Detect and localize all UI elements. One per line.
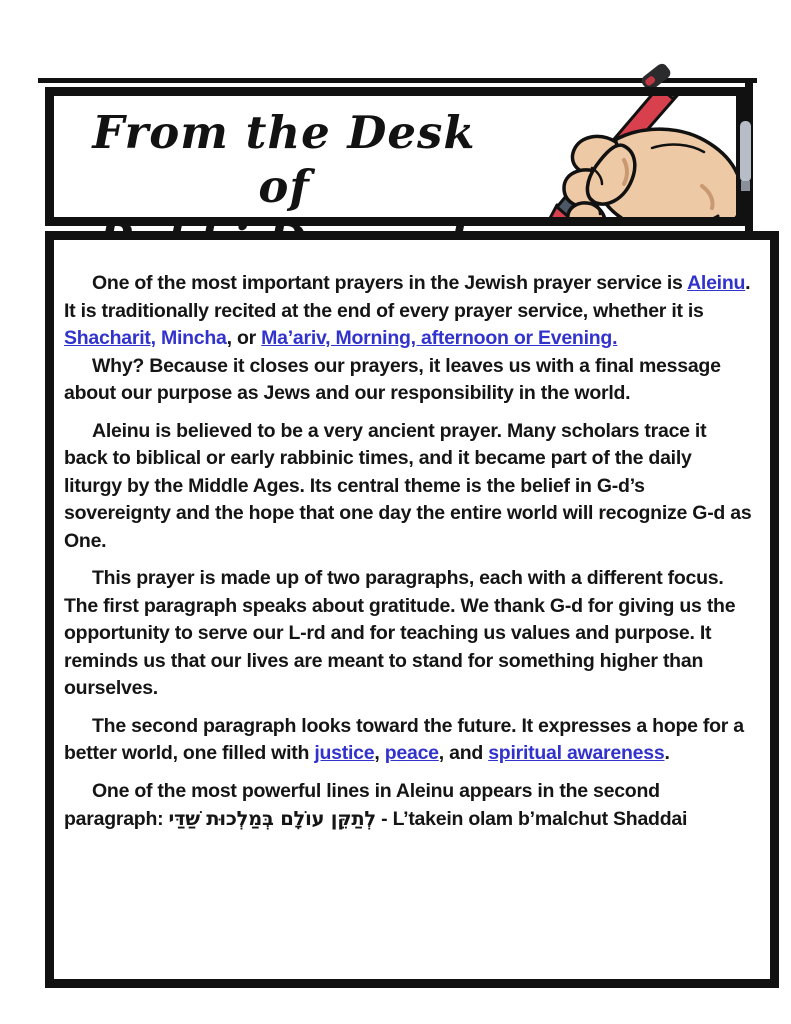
paragraph: [64, 713, 754, 768]
paragraph: [64, 565, 754, 703]
inline-link[interactable]: Shacharit,: [64, 327, 156, 349]
paragraph: [64, 353, 754, 408]
hand-writing-with-red-pen-icon: [540, 96, 736, 217]
text-run: , and: [438, 742, 489, 764]
text-run: .: [664, 742, 670, 764]
paragraph: [64, 778, 754, 834]
inline-link[interactable]: Aleinu: [687, 272, 746, 294]
inline-link[interactable]: Mincha: [160, 327, 227, 349]
scrollbar-thumb-shadow: [741, 181, 750, 191]
text-run: Aleinu is believed to be a very ancient prayer. Many scholars trace it back to biblical or early rabbinic times, and it became part of the daily liturgy by the Middle Ages. Its central theme is the belief in G-d’s sovereignty and the hope that one day the entire world will recognize G-d as One.: [64, 419, 752, 552]
hebrew-phrase: לְתַקֵּן עוֹלָם בְּמַלְכוּת שַׁדַּי: [168, 807, 376, 830]
inline-link[interactable]: justice: [314, 742, 375, 764]
text-run: - L’takein olam b’malchut Shaddai: [375, 808, 688, 830]
text-run: ,: [374, 742, 385, 764]
text-run: One of the most powerful lines in Aleinu appears in the second paragraph:: [64, 779, 660, 830]
text-run: The second paragraph looks toward the future. It expresses a hope for a better world, one filled with: [64, 714, 744, 764]
paragraph: [64, 270, 754, 353]
masthead-box: [45, 87, 745, 226]
paragraph: [64, 418, 754, 556]
text-run: One of the most important prayers in the Jewish prayer service is: [92, 272, 688, 294]
inline-link[interactable]: Ma’ariv, Morning, afternoon or Evening.: [261, 327, 618, 349]
text-run: This prayer is made up of two paragraphs, each with a different focus. The first paragraph speaks about gratitude. We thank G-d for giving us the opportunity to serve our L-rd and for teaching us values and purpose. It reminds us that our lives are meant to stand for something higher than ourselves.: [64, 567, 736, 699]
text-run: Why? Because it closes our prayers, it leaves us with a final message about our purpose as Jews and our responsibility in the world.: [64, 354, 721, 404]
masthead-title-line1: From the Desk of: [92, 106, 476, 213]
inline-link[interactable]: spiritual awareness: [488, 742, 665, 764]
letter-body-box: [45, 231, 779, 988]
scrollbar-thumb[interactable]: [740, 121, 751, 182]
text-run: . It is traditionally recited at the end of every prayer service, whether it is: [64, 272, 751, 322]
inline-link[interactable]: peace: [384, 742, 439, 764]
text-run: , or: [226, 327, 262, 349]
hand-illustration-clip: [540, 96, 736, 217]
